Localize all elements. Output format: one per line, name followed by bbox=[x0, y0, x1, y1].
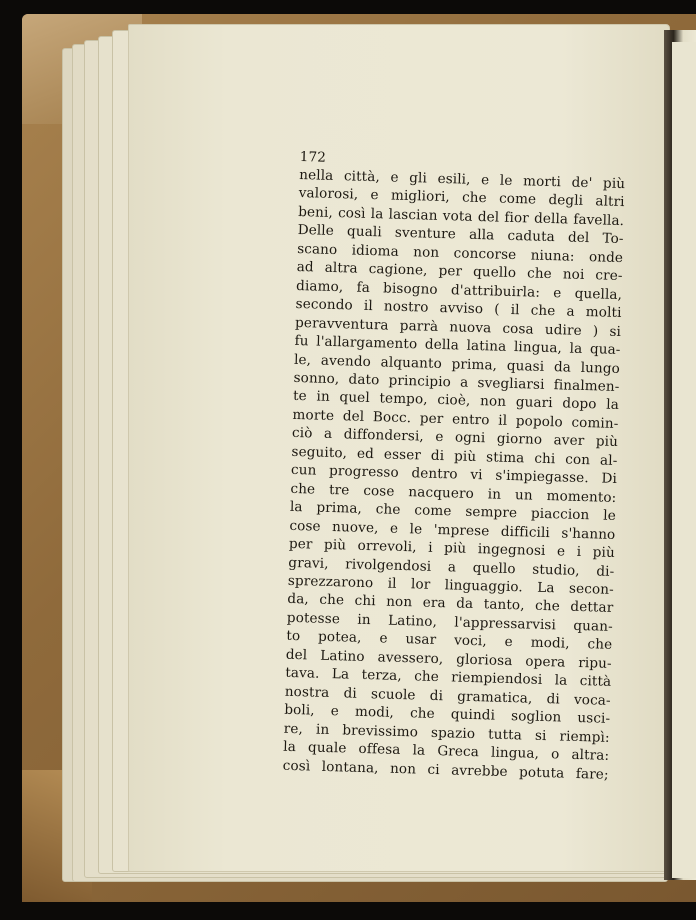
text-line: nostra di scuole di gramatica, di voca- bbox=[284, 683, 611, 709]
text-line: peravventura parrà nuova cosa udire ) si bbox=[294, 314, 622, 340]
text-line: valorosi, e migliori, che come degli altri bbox=[298, 185, 625, 211]
text-line: diamo, fa bisogno d'attribuirla: e quella, bbox=[295, 277, 623, 303]
page-number: 172 bbox=[299, 148, 327, 166]
text-line: sprezzarono il lor linguaggio. La secon- bbox=[287, 572, 615, 598]
text-line: sonno, dato principio a svegliarsi finalmen- bbox=[293, 369, 620, 395]
text-line: cose nuove, e le 'mprese difficili s'hanno bbox=[289, 517, 616, 543]
text-line: morte del Bocc. per entro il popolo comin- bbox=[292, 406, 619, 432]
text-line: la prima, che come sempre piaccion le bbox=[289, 499, 617, 525]
text-line: re, in brevissimo spazio tutta si riempì: bbox=[283, 720, 610, 746]
text-line: le, avendo alquanto prima, quasi da lungo bbox=[293, 351, 621, 377]
text-lines bbox=[282, 166, 625, 784]
text-line: gravi, rivolgendosi a quello studio, di- bbox=[288, 554, 615, 580]
text-line: da, che chi non era da tanto, che dettar bbox=[287, 591, 614, 617]
text-line: che tre cose nacquero in un momento: bbox=[290, 480, 617, 506]
text-line: beni, così la lascian vota del fior della favella. bbox=[297, 203, 625, 229]
text-line: seguito, ed esser di più stima chi con al- bbox=[291, 443, 618, 469]
page-text bbox=[282, 148, 625, 784]
text-line: boli, e modi, che quindi soglion usci- bbox=[284, 701, 611, 728]
text-line: nella città, e gli esili, e le morti de' più bbox=[299, 166, 626, 193]
text-line: tava. La terza, che riempiendosi la città bbox=[285, 665, 612, 691]
text-line: secondo il nostro avviso ( il che a molti bbox=[295, 296, 622, 322]
text-line: per più orrevoli, i più ingegnosi e i più bbox=[288, 535, 616, 562]
text-line: ad altra cagione, per quello che noi cre- bbox=[296, 259, 623, 285]
text-line: te in quel tempo, cioè, non guari dopo la bbox=[292, 388, 620, 414]
text-line: Delle quali sventure alla caduta del To- bbox=[297, 222, 624, 248]
text-line: la quale offesa la Greca lingua, o altra: bbox=[283, 738, 610, 764]
text-line: del Latino avessero, gloriosa opera ripu- bbox=[285, 646, 612, 672]
text-line: cun progresso dentro vi s'impiegasse. Di bbox=[290, 462, 618, 488]
text-line: to potea, e usar voci, e modi, che bbox=[286, 628, 613, 654]
opposite-page bbox=[672, 42, 696, 878]
text-line: scano idioma non concorse niuna: onde bbox=[296, 240, 624, 266]
text-line: ciò a diffondersi, e ogni giorno aver più bbox=[291, 425, 619, 451]
text-line: fu l'allargamento della latina lingua, la qua- bbox=[294, 333, 621, 359]
text-line: potesse in Latino, l'appressarvisi quan- bbox=[286, 609, 613, 635]
text-line: così lontana, non ci avrebbe potuta fare; bbox=[282, 757, 609, 783]
